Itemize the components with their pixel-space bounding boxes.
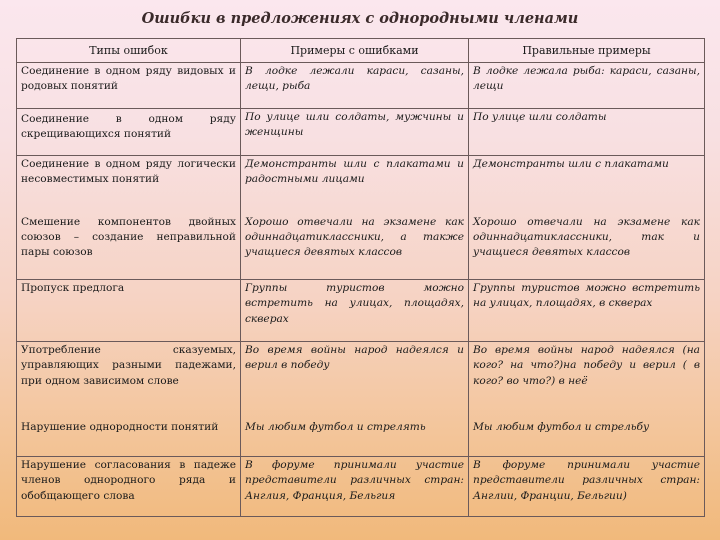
wrong-example-cell: Мы любим футбол и стрелять	[241, 419, 469, 457]
error-type-cell: Соединение в одном ряду скрещивающихся понятий	[17, 109, 241, 156]
correct-example-cell: По улице шли солдаты	[469, 109, 705, 156]
correct-example-cell: Во время войны народ надеялся (на кого? на что?)на победу и верил ( в кого? во что?) в неё	[469, 342, 705, 419]
wrong-example-cell: По улице шли солдаты, мужчины и женщины	[241, 109, 469, 156]
table-header-row	[17, 39, 705, 63]
wrong-example-cell: Демонстранты шли с плакатами и радостными лицами	[241, 156, 469, 214]
table-row	[17, 280, 705, 342]
wrong-example-cell: Группы туристов можно встретить на улицах, площадях, скверах	[241, 280, 469, 342]
table-row	[17, 109, 705, 156]
correct-example-cell: Хорошо отвечали на экзамене как одиннадцатиклассники, так и учащиеся девятых классов	[469, 214, 705, 280]
page-title: Ошибки в предложениях с однородными членами	[141, 10, 579, 27]
header-wrong-examples: Примеры с ошибками	[241, 39, 469, 63]
error-type-cell: Нарушение однородности понятий	[17, 419, 241, 457]
wrong-example-cell: Хорошо отвечали на экзамене как одиннадцатиклассники, а также учащиеся девятых классов	[241, 214, 469, 280]
errors-table	[16, 38, 705, 517]
table-row	[17, 214, 705, 280]
wrong-example-cell: В лодке лежали караси, сазаны, лещи, рыба	[241, 63, 469, 109]
correct-example-cell: В лодке лежала рыба: караси, сазаны, лещи	[469, 63, 705, 109]
wrong-example-cell: Во время войны народ надеялся и верил в победу	[241, 342, 469, 419]
error-type-cell: Соединение в одном ряду логически несовместимых понятий	[17, 156, 241, 214]
table-row	[17, 419, 705, 457]
correct-example-cell: Демонстранты шли с плакатами	[469, 156, 705, 214]
table-row	[17, 342, 705, 419]
error-type-cell: Соединение в одном ряду видовых и родовых понятий	[17, 63, 241, 109]
header-error-types: Типы ошибок	[17, 39, 241, 63]
error-type-cell: Нарушение согласования в падеже членов однородного ряда и обобщающего слова	[17, 457, 241, 517]
correct-example-cell: Мы любим футбол и стрельбу	[469, 419, 705, 457]
error-type-cell: Смешение компонентов двойных союзов – создание неправильной пары союзов	[17, 214, 241, 280]
correct-example-cell: В форуме принимали участие представители различных стран: Англии, Франции, Бельгии)	[469, 457, 705, 517]
table-row	[17, 457, 705, 517]
correct-example-cell: Группы туристов можно встретить на улицах, площадях, в скверах	[469, 280, 705, 342]
error-type-cell: Употребление сказуемых, управляющих разными падежами, при одном зависимом слове	[17, 342, 241, 419]
error-type-cell: Пропуск предлога	[17, 280, 241, 342]
table-row	[17, 156, 705, 214]
wrong-example-cell: В форуме принимали участие представители различных стран: Англия, Франция, Бельгия	[241, 457, 469, 517]
table-row	[17, 63, 705, 109]
header-correct-examples: Правильные примеры	[469, 39, 705, 63]
